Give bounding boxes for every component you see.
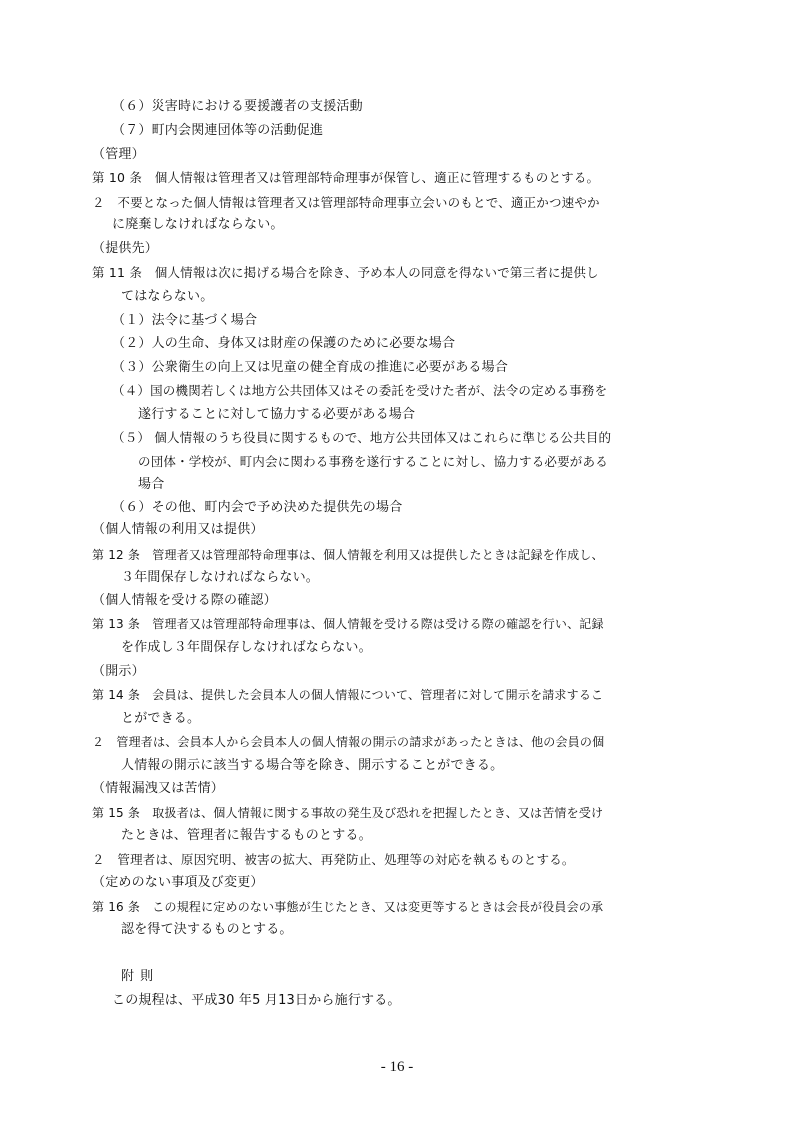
article-line: 第 16 条 この規程に定めのない事態が生じたとき、又は変更等するときは会長が役員会の承 xyxy=(92,900,604,914)
article-line: 第 11 条 個人情報は次に掲げる場合を除き、予め本人の同意を得ないで第三者に提供し xyxy=(92,265,599,280)
section-heading: （定めのない事項及び変更） xyxy=(92,875,264,890)
text-line: たときは、管理者に報告するものとする。 xyxy=(121,828,372,843)
list-item: （１）法令に基づく場合 xyxy=(112,313,258,328)
text-line: ２ 管理者は、会員本人から会員本人の個人情報の開示の請求があったときは、他の会員の個 xyxy=(92,735,605,749)
text-line: 場合 xyxy=(138,477,165,492)
section-heading: （情報漏洩又は苦情） xyxy=(92,781,225,796)
article-line: 第 12 条 管理者又は管理部特命理事は、個人情報を利用又は提供したときは記録を作成し、 xyxy=(92,548,604,562)
list-item: （２）人の生命、身体又は財産の保護のために必要な場合 xyxy=(112,336,456,351)
list-item: （３）公衆衛生の向上又は児童の健全育成の推進に必要がある場合 xyxy=(112,360,509,375)
list-item: （６）その他、町内会で予め決めた提供先の場合 xyxy=(112,500,403,515)
section-heading: （提供先） xyxy=(92,241,159,256)
page-number: - 16 - xyxy=(380,1059,414,1075)
effective-date-line: この規程は、平成30 年5 月13日から施行する。 xyxy=(112,993,401,1008)
text-line: （６）災害時における要援護者の支援活動 xyxy=(112,99,363,114)
text-line: の団体・学校が、町内会に関わる事務を遂行することに対し、協力する必要がある xyxy=(138,454,608,469)
supplementary-provisions-heading: 附 則 xyxy=(121,969,155,984)
text-line: に廃棄しなければならない。 xyxy=(112,217,284,232)
article-line: 第 15 条 取扱者は、個人情報に関する事故の発生及び恐れを把握したとき、又は苦情を受け xyxy=(92,806,604,820)
article-line: 第 14 条 会員は、提供した会員本人の個人情報について、管理者に対して開示を請求するこ xyxy=(92,688,604,702)
text-line: ２ 不要となった個人情報は管理者又は管理部特命理事立会いのもとで、適正かつ速やか xyxy=(92,195,600,210)
text-line: とができる。 xyxy=(121,711,201,726)
article-line: 第 10 条 個人情報は管理者又は管理部特命理事が保管し、適正に管理するものとする。 xyxy=(92,170,600,185)
section-heading: （個人情報を受ける際の確認） xyxy=(92,593,277,608)
list-item: （５） 個人情報のうち役員に関するもので、地方公共団体又はこれらに準じる公共目的 xyxy=(112,430,612,445)
text-line: 遂行することに対して協力する必要がある場合 xyxy=(138,407,416,422)
text-line: を作成し３年間保存しなければならない。 xyxy=(121,640,372,655)
section-heading: （開示） xyxy=(92,664,145,679)
text-line: ３年間保存しなければならない。 xyxy=(121,570,320,585)
article-line: 第 13 条 管理者又は管理部特命理事は、個人情報を受ける際は受ける際の確認を行い、記録 xyxy=(92,617,604,631)
section-heading: （管理） xyxy=(92,147,145,162)
text-line: てはならない。 xyxy=(121,289,214,304)
list-item: （４）国の機関若しくは地方公共団体又はその委託を受けた者が、法令の定める事務を xyxy=(112,383,608,398)
text-line: （７）町内会関連団体等の活動促進 xyxy=(112,123,324,138)
text-line: 認を得て決するものとする。 xyxy=(121,922,293,937)
text-line: ２ 管理者は、原因究明、被害の拡大、再発防止、処理等の対応を執るものとする。 xyxy=(92,852,575,867)
section-heading: （個人情報の利用又は提供） xyxy=(92,522,264,537)
text-line: 人情報の開示に該当する場合等を除き、開示することができる。 xyxy=(121,758,504,773)
